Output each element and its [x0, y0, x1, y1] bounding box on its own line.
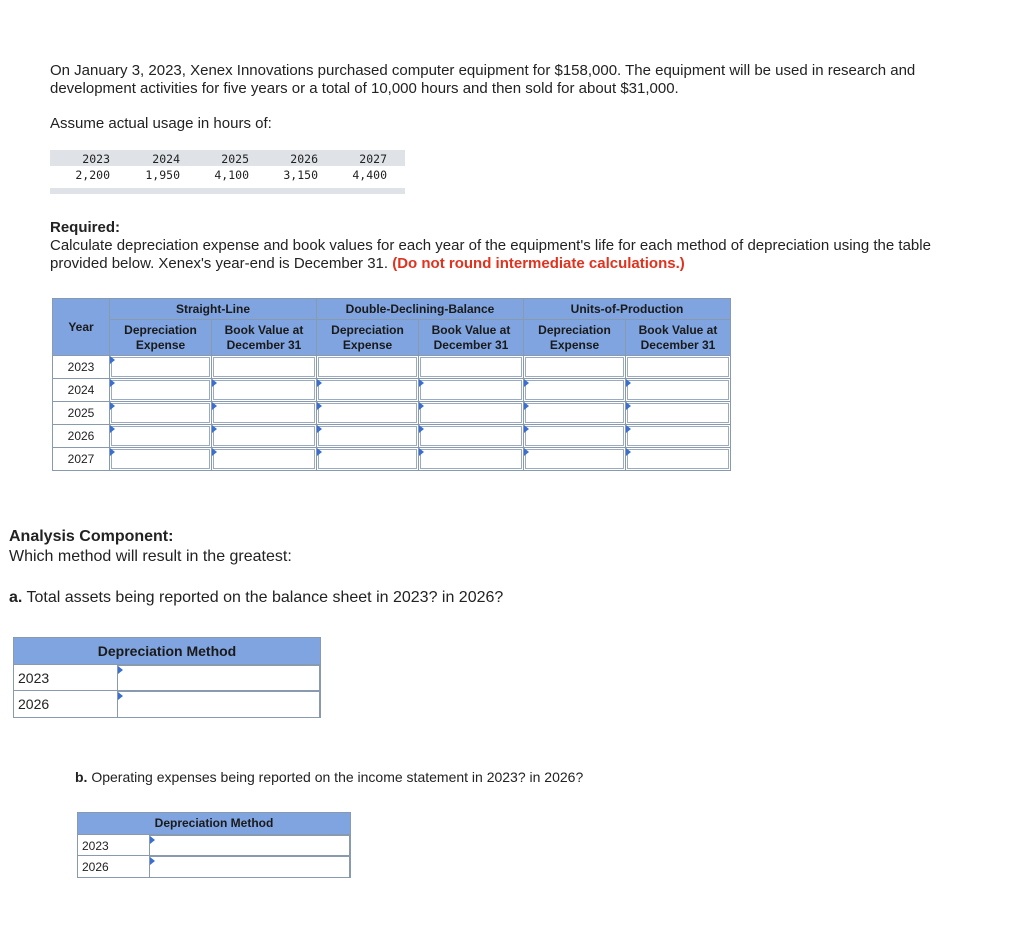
ddb-bv-input[interactable] [419, 356, 524, 379]
intro-paragraph [50, 62, 1010, 98]
col-header-ddb-dep [317, 320, 419, 356]
flag-icon [317, 379, 322, 387]
usage-hours: 4,400 [352, 168, 387, 182]
analysis-table-a [13, 637, 321, 718]
flag-icon [419, 402, 424, 410]
input-field[interactable] [213, 449, 315, 469]
input-field[interactable] [213, 403, 315, 423]
flag-icon [212, 402, 217, 410]
input-field[interactable] [318, 380, 417, 400]
intro-line-1: On January 3, 2023, Xenex Innovations purchased computer equipment for $158,000. The equipment will be used in research and [50, 62, 916, 79]
year-header: Year [53, 299, 110, 356]
ddb-dep-input[interactable] [317, 448, 419, 471]
sl-dep-input[interactable] [110, 356, 212, 379]
input-field[interactable] [111, 357, 210, 377]
row-year: 2023 [53, 356, 110, 379]
usage-year: 2026 [290, 152, 318, 166]
flag-icon [212, 379, 217, 387]
input-field[interactable] [420, 380, 522, 400]
flag-icon [212, 425, 217, 433]
col-header-line: December 31 [640, 337, 716, 352]
flag-icon [626, 379, 631, 387]
input-field[interactable] [525, 380, 624, 400]
input-field[interactable] [111, 403, 210, 423]
method-header-ddb: Double-Declining-Balance [317, 299, 524, 320]
uop-bv-input[interactable] [626, 356, 731, 379]
flag-icon [110, 402, 115, 410]
ddb-bv-input[interactable] [419, 379, 524, 402]
flag-icon [118, 666, 123, 674]
table-a-year: 2023 [18, 670, 50, 686]
table-b-year: 2026 [82, 860, 109, 874]
table-b-year: 2023 [82, 839, 109, 853]
ddb-dep-input[interactable] [317, 356, 419, 379]
uop-dep-input[interactable] [524, 448, 626, 471]
col-header-line: Book Value at [431, 322, 511, 337]
input-field[interactable] [525, 357, 624, 377]
usage-table [50, 150, 405, 195]
col-header-line: December 31 [226, 337, 302, 352]
flag-icon [317, 448, 322, 456]
usage-year: 2023 [82, 152, 110, 166]
input-field[interactable] [627, 403, 729, 423]
col-header-line: Depreciation [124, 322, 197, 337]
flag-icon [419, 448, 424, 456]
uop-dep-input[interactable] [524, 425, 626, 448]
ddb-bv-input[interactable] [419, 402, 524, 425]
flag-icon [626, 448, 631, 456]
input-field[interactable] [627, 426, 729, 446]
method-header-straight-line: Straight-Line [110, 299, 317, 320]
table-a-input[interactable] [117, 691, 320, 718]
flag-icon [317, 402, 322, 410]
sl-dep-input[interactable] [110, 425, 212, 448]
input-field[interactable] [420, 449, 522, 469]
col-header-line: Book Value at [224, 322, 304, 337]
flag-icon [118, 692, 123, 700]
input-field[interactable] [525, 426, 624, 446]
ddb-bv-input[interactable] [419, 448, 524, 471]
col-header-uop-bv [626, 320, 731, 356]
ddb-dep-input[interactable] [317, 402, 419, 425]
table-a-header: Depreciation Method [14, 638, 320, 664]
col-header-line: Expense [342, 337, 393, 352]
required-note: (Do not round intermediate calculations.) [392, 255, 685, 272]
input-field[interactable] [111, 449, 210, 469]
flag-icon [110, 356, 115, 364]
ddb-dep-input[interactable] [317, 379, 419, 402]
question-a [9, 589, 503, 607]
row-year: 2025 [53, 402, 110, 425]
usage-hours: 3,150 [283, 168, 318, 182]
uop-dep-input[interactable] [524, 379, 626, 402]
flag-icon [524, 425, 529, 433]
col-header-uop-dep [524, 320, 626, 356]
input-field[interactable] [525, 403, 624, 423]
row-year: 2027 [53, 448, 110, 471]
usage-year: 2025 [221, 152, 249, 166]
usage-hours: 1,950 [145, 168, 180, 182]
col-header-line: December 31 [433, 337, 509, 352]
flag-icon [419, 425, 424, 433]
flag-icon [150, 857, 155, 865]
uop-bv-input[interactable] [626, 448, 731, 471]
question-a-label: a. [9, 589, 23, 606]
row-year: 2024 [53, 379, 110, 402]
flag-icon [524, 448, 529, 456]
required-line-2-text: provided below. Xenex's year-end is December 31. [50, 255, 389, 272]
flag-icon [317, 425, 322, 433]
flag-icon [110, 379, 115, 387]
input-field[interactable] [111, 426, 210, 446]
table-b-row [78, 834, 350, 856]
sl-bv-input[interactable] [212, 356, 317, 379]
table-a-input[interactable] [117, 665, 320, 691]
required-line-2 [50, 255, 1020, 273]
row-year: 2026 [53, 425, 110, 448]
sl-bv-input[interactable] [212, 448, 317, 471]
question-b-label: b. [75, 769, 88, 785]
depreciation-table [52, 298, 731, 471]
flag-icon [524, 379, 529, 387]
input-field[interactable] [318, 449, 417, 469]
col-header-line: Book Value at [638, 322, 718, 337]
table-b-input[interactable] [149, 835, 350, 856]
table-a-row [14, 690, 320, 718]
flag-icon [626, 402, 631, 410]
input-field[interactable] [318, 426, 417, 446]
input-field[interactable] [627, 449, 729, 469]
ddb-dep-input[interactable] [317, 425, 419, 448]
input-field[interactable] [213, 357, 315, 377]
usage-year: 2027 [359, 152, 387, 166]
sl-bv-input[interactable] [212, 379, 317, 402]
uop-bv-input[interactable] [626, 379, 731, 402]
analysis-title: Analysis Component: [9, 528, 174, 545]
sl-dep-input[interactable] [110, 402, 212, 425]
required-line-1: Calculate depreciation expense and book values for each year of the equipment's life for each method of depreciation using the table [50, 237, 931, 254]
uop-dep-input[interactable] [524, 356, 626, 379]
uop-dep-input[interactable] [524, 402, 626, 425]
table-b-input[interactable] [149, 856, 350, 878]
col-header-ddb-bv [419, 320, 524, 356]
uop-bv-input[interactable] [626, 402, 731, 425]
input-field[interactable] [627, 380, 729, 400]
table-a-row [14, 664, 320, 691]
analysis-question: Which method will result in the greatest: [9, 548, 292, 565]
uop-bv-input[interactable] [626, 425, 731, 448]
question-b-text: Operating expenses being reported on the income statement in 2023? in 2026? [91, 769, 584, 785]
col-header-line: Depreciation [538, 322, 611, 337]
input-field[interactable] [420, 426, 522, 446]
input-field[interactable] [420, 403, 522, 423]
usage-bottom-rule [50, 188, 405, 194]
flag-icon [150, 836, 155, 844]
input-field[interactable] [627, 357, 729, 377]
flag-icon [419, 379, 424, 387]
input-field[interactable] [525, 449, 624, 469]
flag-icon [524, 402, 529, 410]
flag-icon [110, 425, 115, 433]
sl-bv-input[interactable] [212, 425, 317, 448]
col-header-sl-bv [212, 320, 317, 356]
question-a-text: Total assets being reported on the balance sheet in 2023? in 2026? [26, 589, 504, 606]
method-header-uop: Units-of-Production [524, 299, 731, 320]
table-b-row [78, 855, 350, 878]
sl-bv-input[interactable] [212, 402, 317, 425]
sl-dep-input[interactable] [110, 448, 212, 471]
question-b [75, 769, 583, 785]
table-a-year: 2026 [18, 696, 50, 712]
ddb-bv-input[interactable] [419, 425, 524, 448]
analysis-table-b [77, 812, 351, 878]
required-text [50, 237, 1020, 273]
sl-dep-input[interactable] [110, 379, 212, 402]
table-b-header: Depreciation Method [78, 813, 350, 834]
assume-text: Assume actual usage in hours of: [50, 115, 272, 132]
required-label: Required: [50, 219, 121, 236]
input-field[interactable] [111, 380, 210, 400]
flag-icon [626, 425, 631, 433]
input-field[interactable] [318, 403, 417, 423]
col-header-line: Expense [549, 337, 600, 352]
input-field[interactable] [420, 357, 522, 377]
usage-hours: 4,100 [214, 168, 249, 182]
flag-icon [212, 448, 217, 456]
input-field[interactable] [318, 357, 417, 377]
input-field[interactable] [213, 426, 315, 446]
usage-year: 2024 [152, 152, 180, 166]
col-header-line: Depreciation [331, 322, 404, 337]
usage-hours: 2,200 [75, 168, 110, 182]
col-header-line: Expense [135, 337, 186, 352]
intro-line-2: development activities for five years or a total of 10,000 hours and then sold for about $31,000. [50, 80, 679, 97]
input-field[interactable] [213, 380, 315, 400]
col-header-sl-dep [110, 320, 212, 356]
flag-icon [110, 448, 115, 456]
